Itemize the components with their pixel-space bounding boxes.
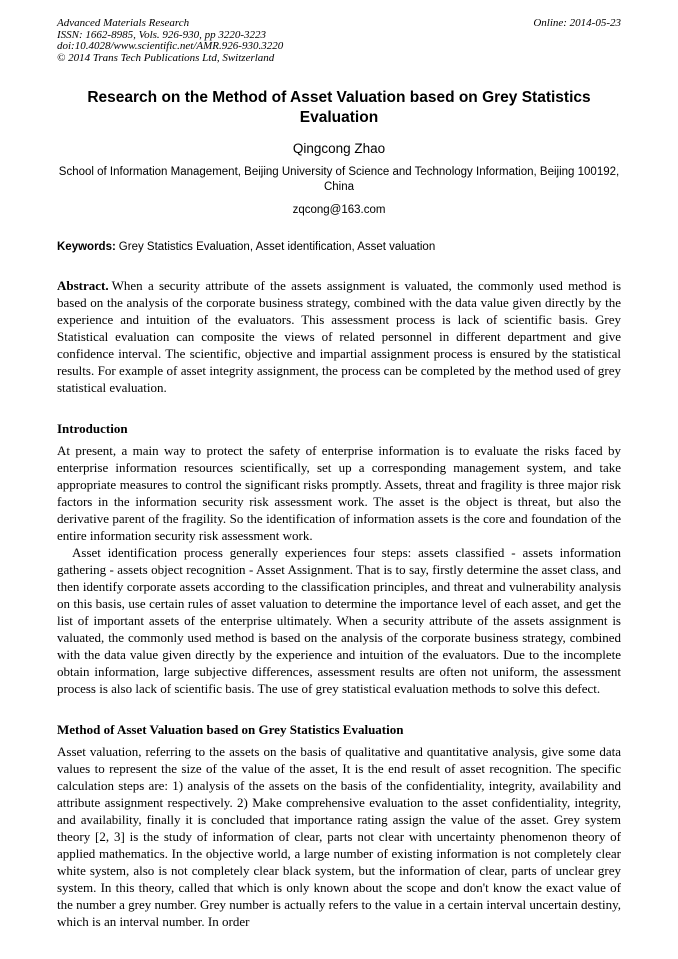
abstract-text: When a security attribute of the assets assignment is valuated, the commonly used method is based on the analysis of the corporate business strategy, combined with the data value given directly by the experience and intuition of the evaluators. This assessment process is lack of scientific basis. Grey Statistical evaluation can composite the views of related personnel in different department and give confidence interval. The scientific, objective and impartial assignment process is ensured by the statistical results. For example of asset integrity assignment, the process can be completed by the method used of grey statistical evaluation. — [57, 278, 621, 395]
author-email: zqcong@163.com — [292, 204, 386, 216]
journal-info-block — [57, 18, 283, 64]
introduction-paragraph-2: Asset identification process generally experiences four steps: assets classified - assets information gathering - assets object recognition - Asset Assignment. That is to say, firstly determine the asset class, and then identify corporate assets according to the classification principles, and threat and vulnerability analysis on this basis, use certain rules of asset valuation to determine the importance level of each asset, and get the list of important assets of the enterprise ultimately. When a security attribute of the assets assignment is valuated, the commonly used method is based on the analysis of the corporate business strategy, combined with the data value given directly by the experience and intuition of the evaluators. Due to the incomplete obtain information, large subjective differences, assessment results are often not uniform, the assessment process is also lack of scientific basis. The use of grey statistical evaluation methods to solve this defect. — [57, 545, 621, 696]
doi-line: doi:10.4028/www.scientific.net/AMR.926-930.3220 — [57, 40, 284, 52]
keywords-text: Grey Statistics Evaluation, Asset identification, Asset valuation — [118, 241, 436, 253]
author-affiliation: School of Information Management, Beijing University of Science and Technology Information, Beijing 100192, China — [58, 166, 620, 193]
author-name: Qingcong Zhao — [292, 141, 386, 156]
journal-name: Advanced Materials Research — [57, 17, 190, 29]
copyright-line: © 2014 Trans Tech Publications Ltd, Switzerland — [57, 51, 275, 64]
section-heading-method: Method of Asset Valuation based on Grey Statistics Evaluation — [57, 722, 404, 737]
issn-line: ISSN: 1662-8985, Vols. 926-930, pp 3220-3223 — [57, 28, 266, 41]
abstract-paragraph — [57, 277, 621, 396]
section-heading-introduction: Introduction — [57, 421, 128, 436]
paper-title: Research on the Method of Asset Valuation based on Grey Statistics Evaluation — [87, 89, 591, 126]
keywords-line — [57, 241, 621, 253]
online-date: Online: 2014-05-23 — [533, 17, 621, 29]
abstract-label: Abstract. — [57, 278, 109, 293]
journal-header — [57, 18, 621, 64]
keywords-label: Keywords: — [57, 241, 116, 253]
method-paragraph-1: Asset valuation, referring to the assets on the basis of qualitative and quantitative analysis, give some data values to represent the size of the value of the asset, It is the end result of asset recognition. The specific calculation steps are: 1) analysis of the assets on the basis of the confidentiality, integrity, availability and attribute assignment respectively. 2) Make comprehensive evaluation to the asset confidentiality, integrity, and availability, finally it is concluded that importance rating assign the value of the asset. Grey system theory [2, 3] is the study of information of clear, parts not clear with uncertainty phenomenon theory of applied mathematics. In the objective world, a large number of existing information is not completely clear white system, also is not completely clear black system, but the information of clear, parts of unclear grey system. In this theory, called that which is only known about the scope and don't know the exact value of the number a grey number. Grey number is actually refers to the value in a certain interval uncertain destiny, which is an interval number. In order — [57, 744, 621, 929]
introduction-paragraph-1: At present, a main way to protect the safety of enterprise information is to evaluate the risks faced by enterprise information resources scientifically, set up a corresponding management system, and take appropriate measures to control the significant risks promptly. Assets, threat and fragility is three major risk factors in the information security risk assessment work. The asset is the object is threat, but also the derivative parent of the fragility. So the identification of information assets is the core and foundation of the entire information security risk assessment work. — [57, 443, 621, 543]
